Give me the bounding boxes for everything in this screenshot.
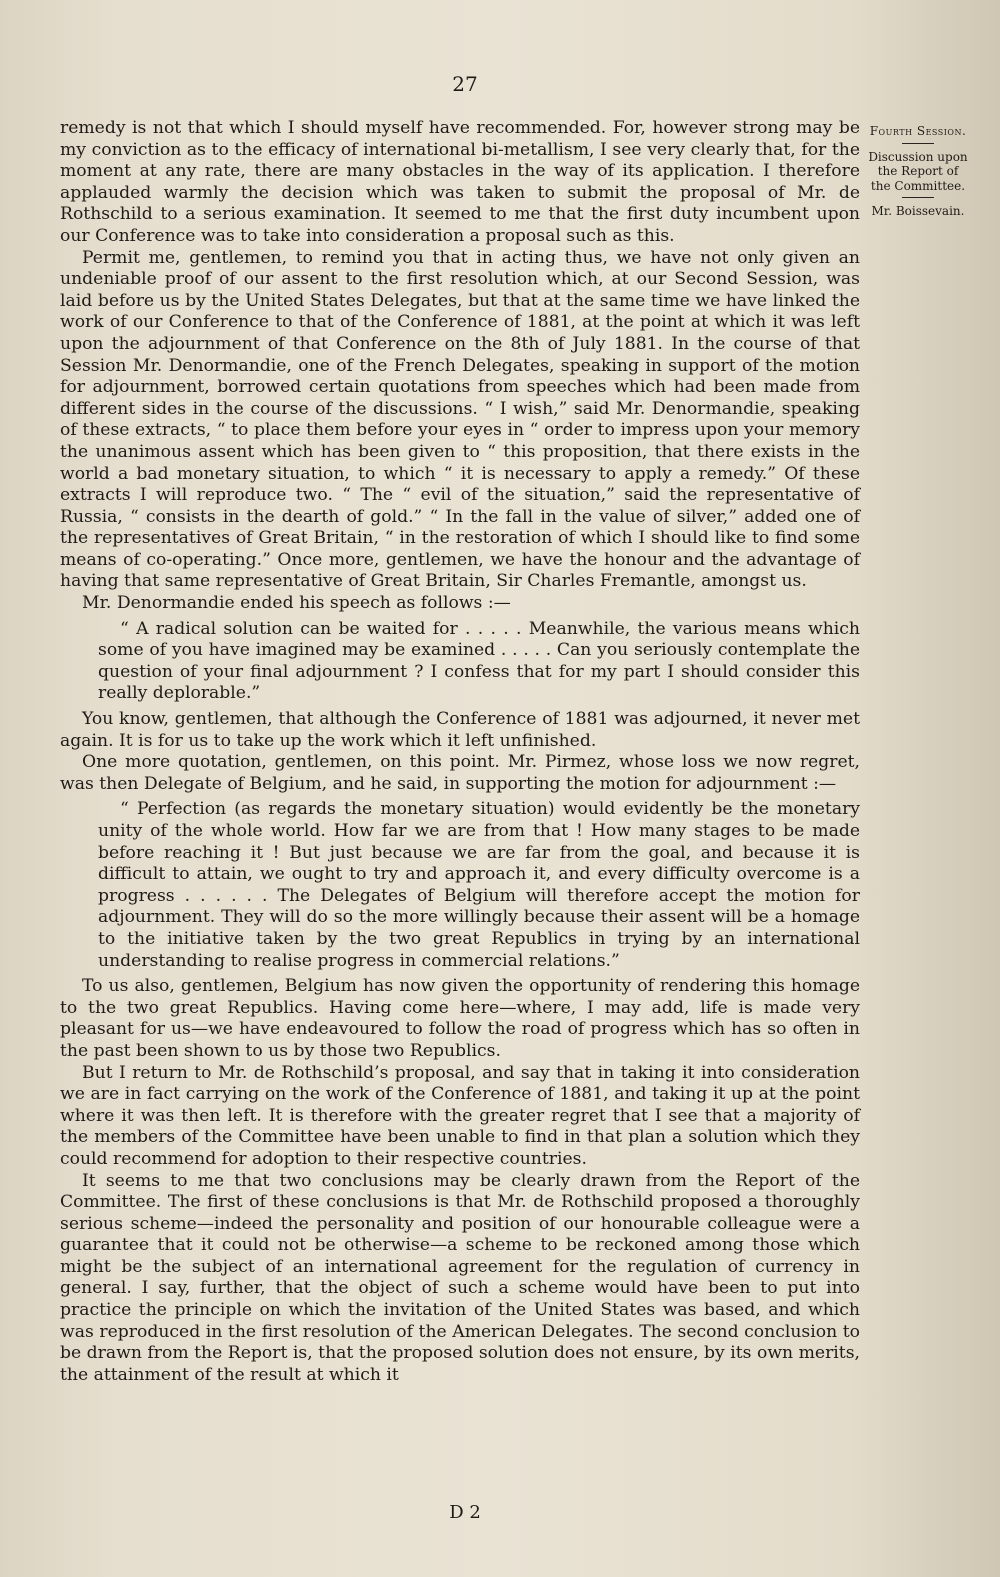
sidenote-session: Fourth Session. [869, 124, 967, 138]
paragraph: To us also, gentlemen, Belgium has now given the opportunity of rendering this homage to the two great Republics. Having come here—where, I may add, life is made very pleasant for us—we have endeavoured to follow the road of progress which has so often in the past been shown to us by those two Republics. [60, 976, 860, 1061]
sidenote-topic: Discussion upon the Report of the Committee. [868, 149, 968, 193]
paragraph: Mr. Denormandie ended his speech as follows :— [82, 593, 511, 614]
body-text [60, 118, 860, 1386]
page-number: 27 [452, 72, 478, 96]
block-quote: “ Perfection (as regards the monetary situation) would evidently be the monetary unity of the whole world. How far we are from that ! How many stages to be made before reaching it ! But just because we are far from the goal, and because it is difficult to attain, we ought to try and approach it, and every difficulty overcome is a progress . . . . . . The Delegates of Belgium will therefore accept the motion for adjournment. They will do so the more willingly because their assent will be a homage to the initiative taken by the two great Republics in trying by an international understanding to realise progress in commercial relations.” [98, 799, 860, 971]
sidenote-divider [902, 197, 934, 198]
paragraph: Permit me, gentlemen, to remind you that in acting thus, we have not only given an undeniable proof of our assent to the first resolution which, at our Second Session, was laid before us by the United States Delegates, but that at the same time we have linked the work of our Conference to that of the Conference of 1881, at the point at which it was left upon the adjournment of that Conference on the 8th of July 1881. In the course of that Session Mr. Denormandie, one of the French Delegates, speaking in support of the motion for adjournment, borrowed certain quotations from speeches which had been made from different sides in the course of the discussions. “ I wish,” said Mr. Denormandie, speaking of these extracts, “ to place them before your eyes in “ order to impress upon your memory the unanimous assent which has been given to “ this proposition, that there exists in the world a bad monetary situation, to which “ it is necessary to apply a remedy.” Of these extracts I will reproduce two. “ The “ evil of the situation,” said the representative of Russia, “ consists in the dearth of gold.” “ In the fall in the value of silver,” added one of the representatives of Great Britain, “ in the restoration of which I should like to find some means of co-operating.” Once more, gentlemen, we have the honour and the advantage of having that same representative of Great Britain, Sir Charles Fremantle, amongst us. [60, 247, 860, 592]
sidenote-divider [902, 143, 934, 144]
paragraph-continuation: remedy is not that which I should myself have recommended. For, however strong may be my conviction as to the efficacy of international bi-metallism, I see very clearly that, for the moment at any rate, there are many obstacles in the way of its application. I therefore applauded warmly the decision which was taken to submit the proposal of Mr. de Rothschild to a serious examination. It seemed to me that the first duty incumbent upon our Conference was to take into consideration a proposal such as this. [60, 118, 860, 246]
margin-notes [868, 124, 968, 219]
paragraph: But I return to Mr. de Rothschild’s proposal, and say that in taking it into consideration we are in fact carrying on the work of the Conference of 1881, and taking it up at the point where it was then left. It is therefore with the greater regret that I see that a majority of the members of the Committee have been unable to find in that plan a solution which they could recommend for adoption to their respective countries. [60, 1062, 860, 1169]
paragraph: One more quotation, gentlemen, on this point. Mr. Pirmez, whose loss we now regret, was then Delegate of Belgium, and he said, in supporting the motion for adjournment :— [60, 752, 860, 794]
signature-mark: D 2 [449, 1502, 481, 1523]
paragraph: It seems to me that two conclusions may be clearly drawn from the Report of the Committee. The first of these conclusions is that Mr. de Rothschild proposed a thoroughly serious scheme—indeed the personality and position of our honourable colleague were a guarantee that it could not be otherwise—a scheme to be reckoned among those which might be the subject of an international agreement for the regulation of currency in general. I say, further, that the object of such a scheme would have been to put into practice the principle on which the invitation of the United States was based, and which was reproduced in the first resolution of the American Delegates. The second conclusion to be drawn from the Report is, that the proposed solution does not ensure, by its own merits, the attainment of the result at which it [60, 1170, 860, 1385]
paragraph: You know, gentlemen, that although the Conference of 1881 was adjourned, it never met again. It is for us to take up the work which it left unfinished. [60, 709, 860, 751]
block-quote: “ A radical solution can be waited for . . . . . Meanwhile, the various means which some of you have imagined may be examined . . . . . Can you seriously contemplate the question of your final adjournment ? I confess that for my part I should consider this really deplorable.” [98, 618, 860, 704]
sidenote-speaker: Mr. Boissevain. [871, 204, 965, 218]
